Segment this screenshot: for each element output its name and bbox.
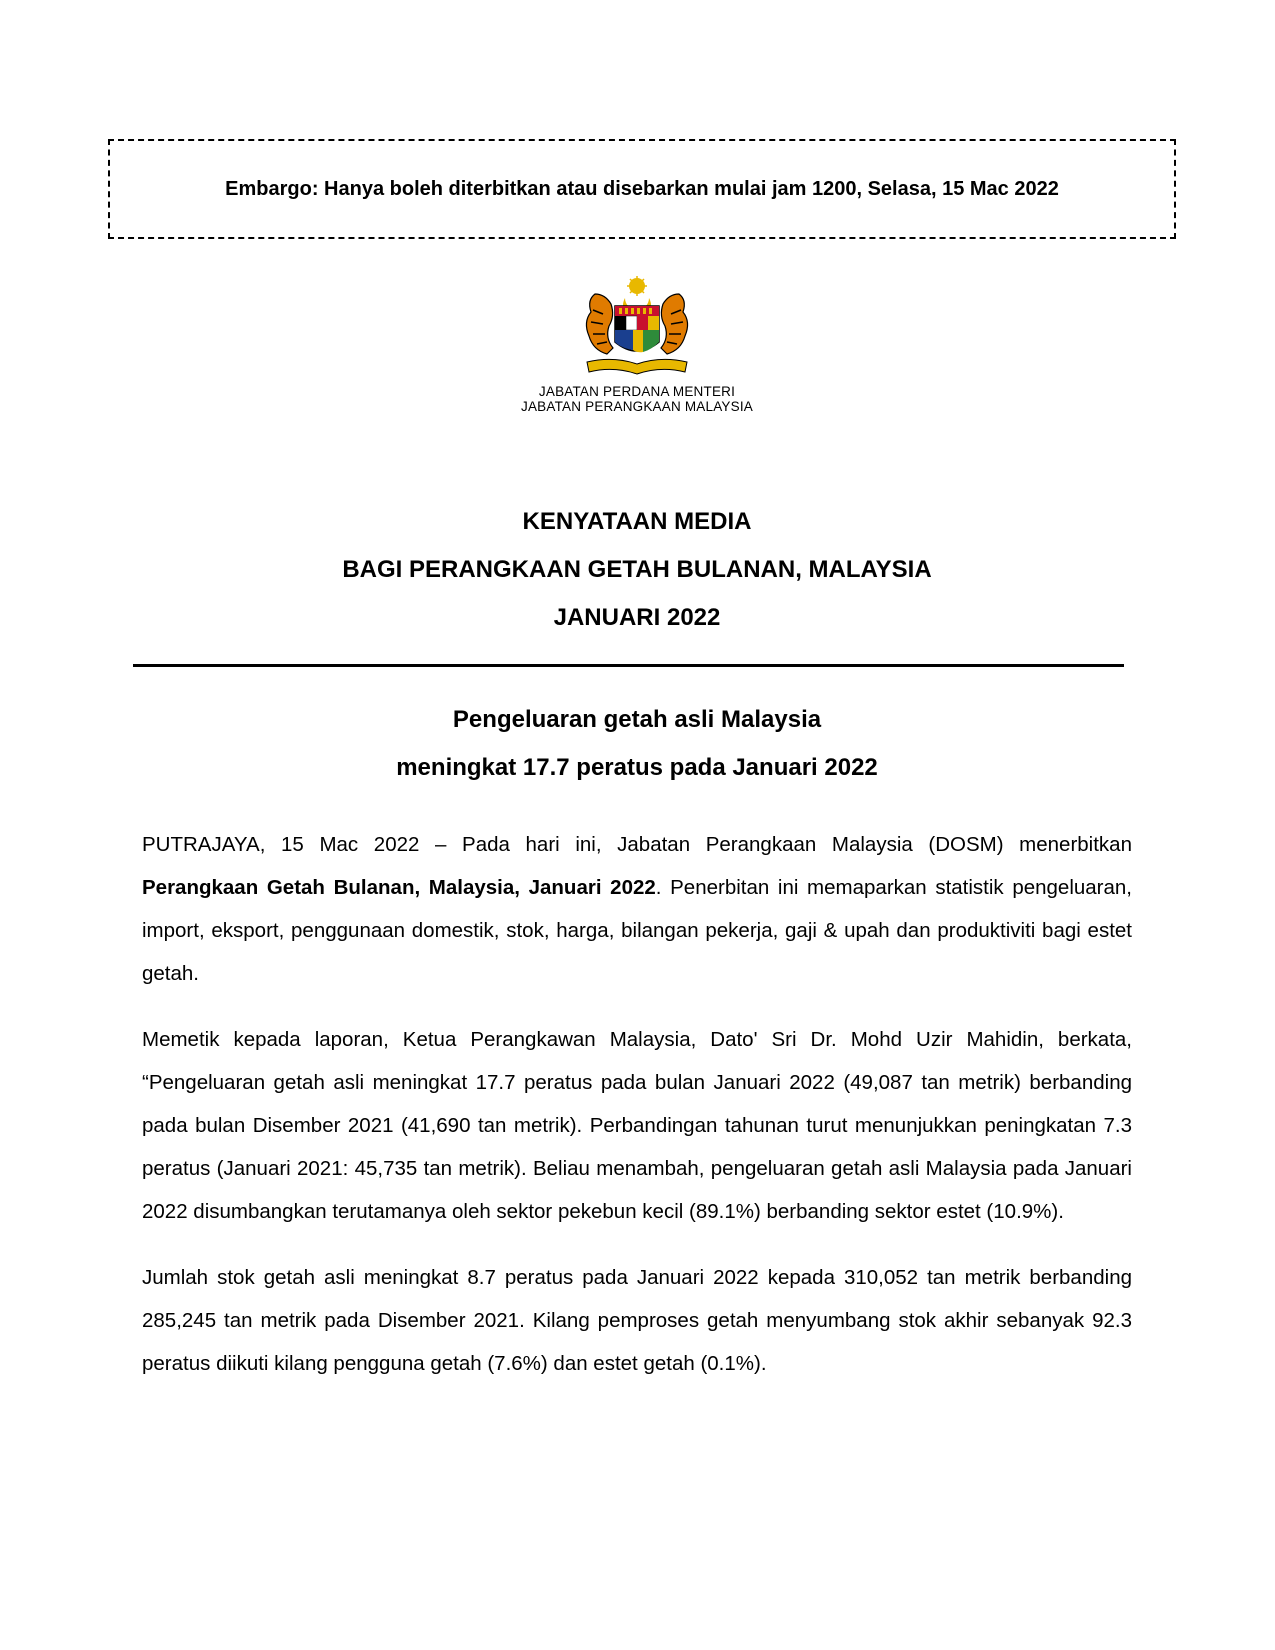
title-line-1: KENYATAAN MEDIA	[522, 508, 752, 535]
paragraph-2: Memetik kepada laporan, Ketua Perangkawan Malaysia, Dato' Sri Dr. Mohd Uzir Mahidin, berkata, “Pengeluaran getah asli meningkat 17.7 peratus pada bulan Januari 2022 (49,087 tan metrik) berbanding pada bulan Disember 2021 (41,690 tan metrik). Perbandingan tahunan turut menunjukkan peningkatan 7.3 peratus (Januari 2021: 45,735 tan metrik). Beliau menambah, pengeluaran getah asli Malaysia pada Januari 2022 disumbangkan terutamanya oleh sektor pekebun kecil (89.1%) berbanding sektor estet (10.9%).	[142, 1028, 1132, 1223]
agency-name	[437, 384, 837, 414]
agency-line-1: JABATAN PERDANA MENTERI	[538, 384, 736, 399]
embargo-notice	[108, 139, 1176, 239]
headline-line-1: Pengeluaran getah asli Malaysia	[452, 706, 822, 733]
malaysia-coat-of-arms-icon	[573, 276, 701, 380]
title-divider	[133, 664, 1124, 667]
paragraph-3: Jumlah stok getah asli meningkat 8.7 peratus pada Januari 2022 kepada 310,052 tan metrik berbanding 285,245 tan metrik pada Disember 2021. Kilang pemproses getah menyumbang stok akhir sebanyak 92.3 peratus diikuti kilang pengguna getah (7.6%) dan estet getah (0.1%).	[142, 1266, 1132, 1375]
publication-title: Perangkaan Getah Bulanan, Malaysia, Januari 2022	[142, 876, 656, 899]
press-release-body	[142, 823, 1132, 1408]
document-title	[137, 506, 1137, 650]
headline-line-2: meningkat 17.7 peratus pada Januari 2022	[396, 754, 878, 781]
embargo-text: Embargo: Hanya boleh diterbitkan atau disebarkan mulai jam 1200, Selasa, 15 Mac 2022	[225, 177, 1059, 200]
paragraph-1-rest: . Penerbitan ini memaparkan statistik pengeluaran, import, eksport, penggunaan domestik, stok, harga, bilangan pekerja, gaji & upah dan produktiviti bagi estet getah.	[142, 876, 1133, 985]
headline	[137, 704, 1137, 800]
title-line-3: JANUARI 2022	[553, 604, 721, 631]
paragraph-1-intro: PUTRAJAYA, 15 Mac 2022 – Pada hari ini, Jabatan Perangkaan Malaysia (DOSM) menerbitkan	[142, 833, 1132, 856]
paragraph-1	[142, 823, 1132, 995]
agency-line-2: JABATAN PERANGKAAN MALAYSIA	[521, 399, 753, 414]
title-line-2: BAGI PERANGKAAN GETAH BULANAN, MALAYSIA	[342, 556, 932, 583]
